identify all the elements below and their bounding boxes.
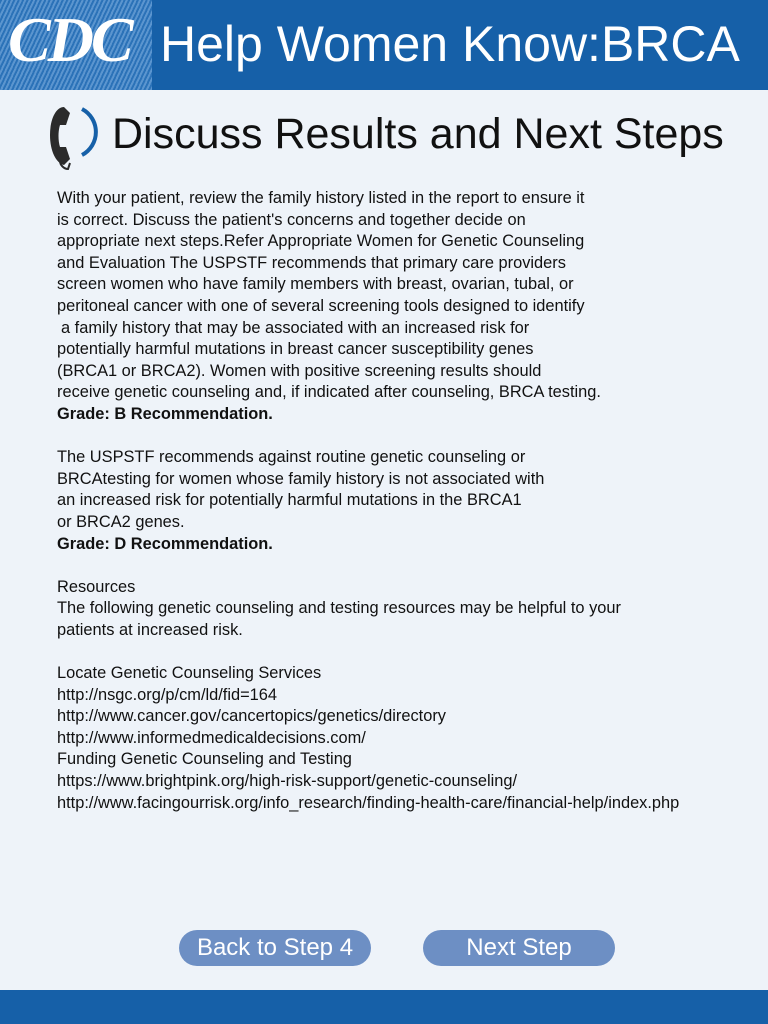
against-line: or BRCA2 genes. bbox=[57, 512, 185, 531]
intro-line: With your patient, review the family history listed in the report to ensure it bbox=[57, 189, 585, 207]
grade-b-recommendation: Grade: B Recommendation. bbox=[57, 404, 273, 423]
intro-line: (BRCA1 or BRCA2). Women with positive screening results should bbox=[57, 361, 542, 380]
back-to-step-4-button[interactable]: Back to Step 4 bbox=[179, 930, 371, 966]
resource-link[interactable]: http://www.informedmedicaldecisions.com/ bbox=[57, 728, 366, 747]
resources-line: patients at increased risk. bbox=[57, 620, 243, 639]
resource-link[interactable]: http://www.cancer.gov/cancertopics/genetics/directory bbox=[57, 707, 447, 726]
page-title: Discuss Results and Next Steps bbox=[112, 110, 724, 158]
intro-line: is correct. Discuss the patient's concerns and together decide on bbox=[57, 210, 526, 229]
resource-link[interactable]: https://www.brightpink.org/high-risk-support/genetic-counseling/ bbox=[57, 772, 518, 791]
intro-line: receive genetic counseling and, if indicated after counseling, BRCA testing. bbox=[57, 383, 601, 402]
content-body bbox=[57, 188, 757, 814]
next-step-button[interactable]: Next Step bbox=[423, 930, 615, 966]
resource-link[interactable]: http://nsgc.org/p/cm/ld/fid=164 bbox=[57, 685, 278, 704]
app-title: Help Women Know:BRCA bbox=[160, 16, 740, 72]
locate-heading: Locate Genetic Counseling Services bbox=[57, 664, 322, 683]
intro-line: and Evaluation The USPSTF recommends that primary care providers bbox=[57, 253, 566, 272]
against-line: an increased risk for potentially harmful mutations in the BRCA1 bbox=[57, 491, 522, 510]
cdc-logo bbox=[0, 0, 152, 90]
app-footer bbox=[0, 990, 768, 1024]
phone-icon bbox=[46, 103, 106, 171]
against-line: The USPSTF recommends against routine genetic counseling or bbox=[57, 448, 526, 467]
intro-line: potentially harmful mutations in breast cancer susceptibility genes bbox=[57, 340, 534, 359]
intro-line: appropriate next steps.Refer Appropriate Women for Genetic Counseling bbox=[57, 232, 585, 251]
against-line: BRCAtesting for women whose family history is not associated with bbox=[57, 469, 545, 488]
intro-line: screen women who have family members with breast, ovarian, tubal, or bbox=[57, 275, 574, 294]
resources-heading: Resources bbox=[57, 577, 136, 596]
funding-heading: Funding Genetic Counseling and Testing bbox=[57, 750, 352, 769]
intro-line: a family history that may be associated with an increased risk for bbox=[61, 318, 530, 337]
logo-text: CDC bbox=[8, 4, 131, 75]
intro-line: peritoneal cancer with one of several screening tools designed to identify bbox=[57, 296, 585, 315]
grade-d-recommendation: Grade: D Recommendation. bbox=[57, 534, 273, 553]
resources-line: The following genetic counseling and testing resources may be helpful to your bbox=[57, 599, 621, 618]
resource-link[interactable]: http://www.facingourrisk.org/info_research/finding-health-care/financial-help/index.php bbox=[57, 793, 680, 812]
app-header bbox=[0, 0, 768, 90]
